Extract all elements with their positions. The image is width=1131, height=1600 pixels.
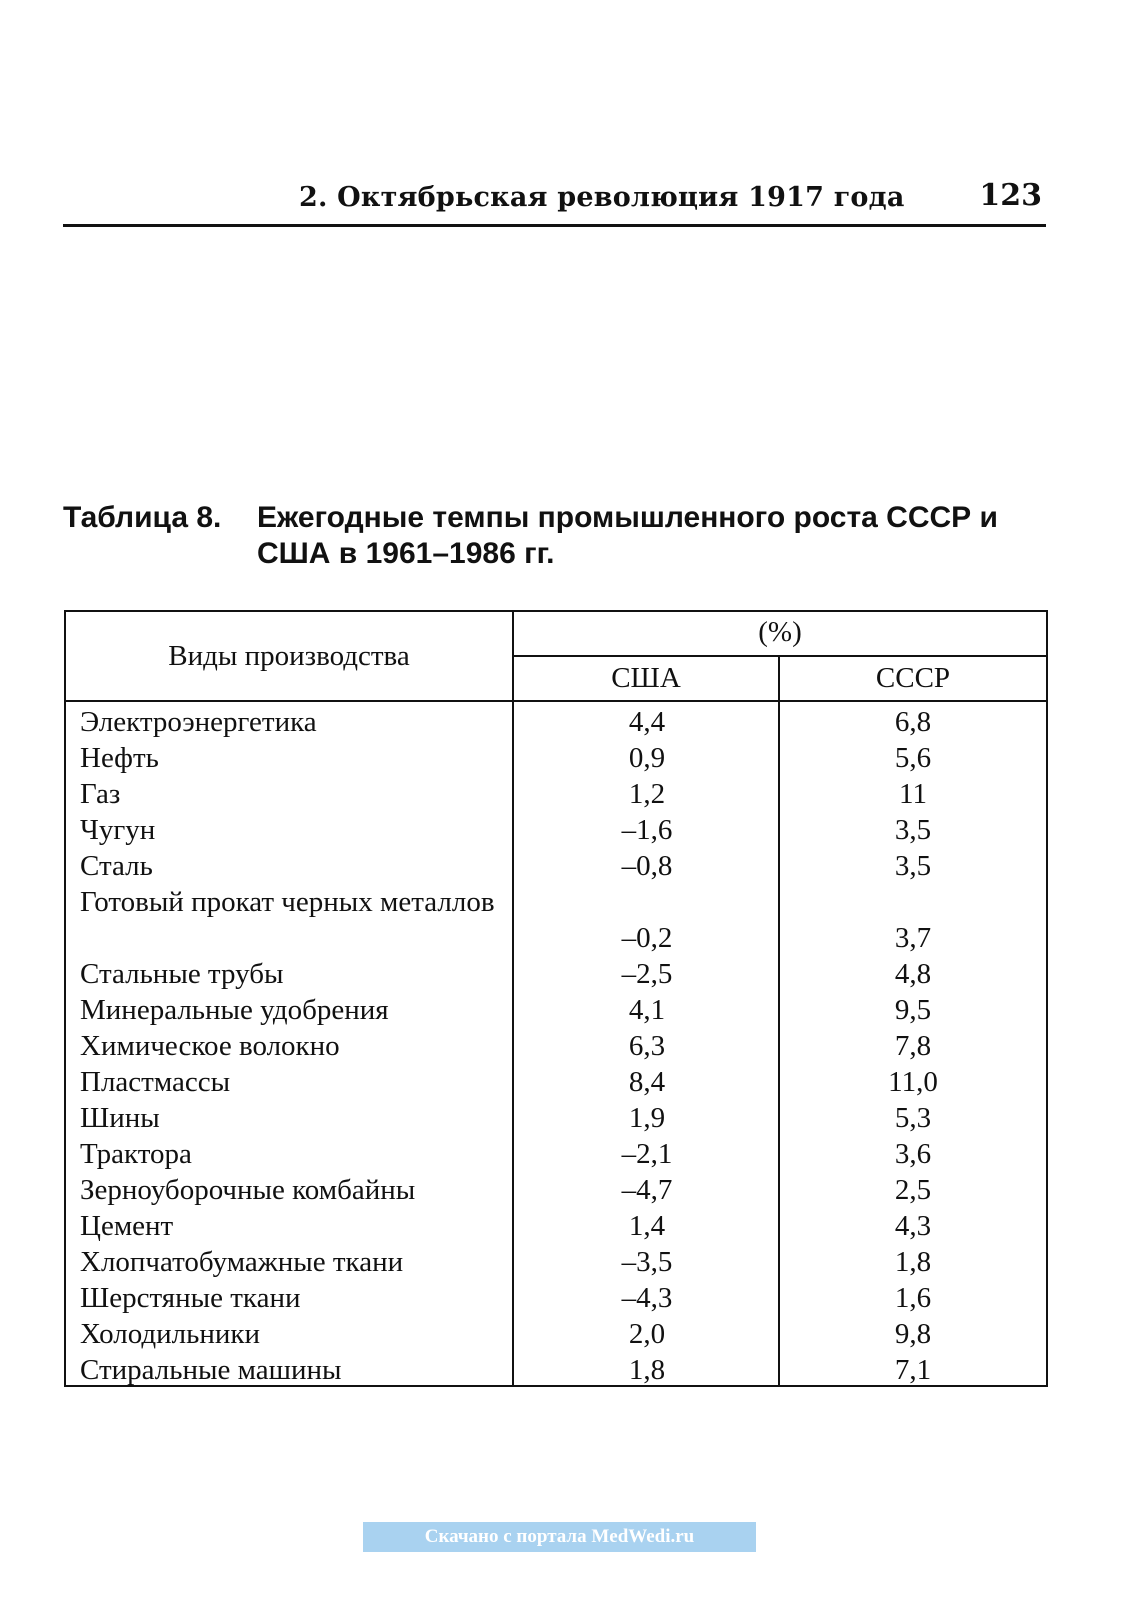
download-watermark: Скачано с портала MedWedi.ru — [363, 1522, 756, 1552]
table-row — [66, 776, 1046, 812]
table-row — [66, 1028, 1046, 1064]
table-row — [66, 740, 1046, 776]
row-name: Трактора — [80, 1138, 192, 1170]
table-row — [66, 1316, 1046, 1352]
running-header — [63, 172, 1046, 227]
row-usa-value: 1,9 — [628, 1102, 666, 1134]
row-name: Шерстяные ткани — [80, 1282, 301, 1314]
row-name: Чугун — [80, 814, 156, 846]
table-row — [66, 1244, 1046, 1280]
row-usa-value: 6,3 — [628, 1030, 666, 1062]
row-usa-value: –0,8 — [621, 850, 673, 882]
row-ussr-value: 3,5 — [894, 850, 932, 882]
table-row — [66, 1136, 1046, 1172]
row-usa-value: –2,5 — [621, 958, 673, 990]
table-row — [66, 812, 1046, 848]
row-usa-value: 1,8 — [628, 1354, 666, 1386]
row-name: Нефть — [80, 742, 159, 774]
row-ussr-value: 9,8 — [894, 1318, 932, 1350]
table-caption-text: Ежегодные темпы промышленного роста СССР и США в 1961–1986 гг. — [257, 501, 998, 570]
header-divider — [512, 655, 1046, 657]
row-name: Минеральные удобрения — [80, 994, 389, 1026]
table-row — [66, 992, 1046, 1028]
row-usa-value: –0,2 — [621, 922, 673, 954]
row-name: Газ — [80, 778, 121, 810]
row-usa-value: –4,7 — [621, 1174, 673, 1206]
column-header-unit: (%) — [758, 616, 802, 648]
table-row — [66, 1100, 1046, 1136]
column-header-production: Виды производства — [168, 640, 410, 672]
row-name: Сталь — [80, 850, 153, 882]
row-usa-value: 4,4 — [628, 706, 666, 738]
row-usa-value: 0,9 — [628, 742, 666, 774]
table-row — [66, 1208, 1046, 1244]
row-usa-value: 8,4 — [628, 1066, 666, 1098]
row-usa-value: –3,5 — [621, 1246, 673, 1278]
table-row — [66, 1064, 1046, 1100]
row-name: Пластмассы — [80, 1066, 231, 1098]
row-name: Готовый прокат черных металлов — [80, 886, 495, 918]
row-ussr-value: 1,8 — [894, 1246, 932, 1278]
row-ussr-value: 9,5 — [894, 994, 932, 1026]
row-ussr-value: 3,5 — [894, 814, 932, 846]
table-row — [66, 848, 1046, 884]
table-row — [66, 884, 1046, 956]
row-ussr-value: 3,6 — [894, 1138, 932, 1170]
table-row — [66, 1352, 1046, 1388]
table-row — [66, 1172, 1046, 1208]
row-ussr-value: 4,8 — [894, 958, 932, 990]
row-ussr-value: 6,8 — [894, 706, 932, 738]
row-name: Холодильники — [80, 1318, 260, 1350]
row-name: Стальные трубы — [80, 958, 284, 990]
row-ussr-value: 3,7 — [894, 922, 932, 954]
chapter-title: 2. Октябрьская революция 1917 года — [299, 182, 905, 213]
row-ussr-value: 11,0 — [888, 1066, 938, 1098]
row-ussr-value: 5,3 — [894, 1102, 932, 1134]
row-usa-value: 4,1 — [628, 994, 666, 1026]
column-header-usa: США — [611, 662, 681, 694]
row-ussr-value: 7,1 — [894, 1354, 932, 1386]
row-name: Химическое волокно — [80, 1030, 340, 1062]
table-caption-label: Таблица 8. — [63, 501, 222, 534]
header-bottom-rule — [66, 700, 1046, 702]
row-ussr-value: 4,3 — [894, 1210, 932, 1242]
row-name: Электроэнергетика — [80, 706, 317, 738]
table-body — [66, 704, 1046, 1388]
table-row — [66, 1280, 1046, 1316]
column-header-ussr: СССР — [875, 662, 951, 694]
page-number: 123 — [979, 178, 1042, 213]
table-row — [66, 704, 1046, 740]
row-ussr-value: 2,5 — [894, 1174, 932, 1206]
row-usa-value: 2,0 — [628, 1318, 666, 1350]
row-ussr-value: 11 — [899, 778, 927, 810]
row-usa-value: –4,3 — [621, 1282, 673, 1314]
row-ussr-value: 1,6 — [894, 1282, 932, 1314]
row-name: Шины — [80, 1102, 160, 1134]
row-ussr-value: 7,8 — [894, 1030, 932, 1062]
row-name: Хлопчатобумажные ткани — [80, 1246, 404, 1278]
row-ussr-value: 5,6 — [894, 742, 932, 774]
row-name: Цемент — [80, 1210, 174, 1242]
row-usa-value: –1,6 — [621, 814, 673, 846]
row-usa-value: –2,1 — [621, 1138, 673, 1170]
row-usa-value: 1,4 — [628, 1210, 666, 1242]
row-name: Стиральные машины — [80, 1354, 342, 1386]
growth-table — [64, 610, 1048, 1387]
table-row — [66, 956, 1046, 992]
row-name: Зерноуборочные комбайны — [80, 1174, 416, 1206]
row-usa-value: 1,2 — [628, 778, 666, 810]
